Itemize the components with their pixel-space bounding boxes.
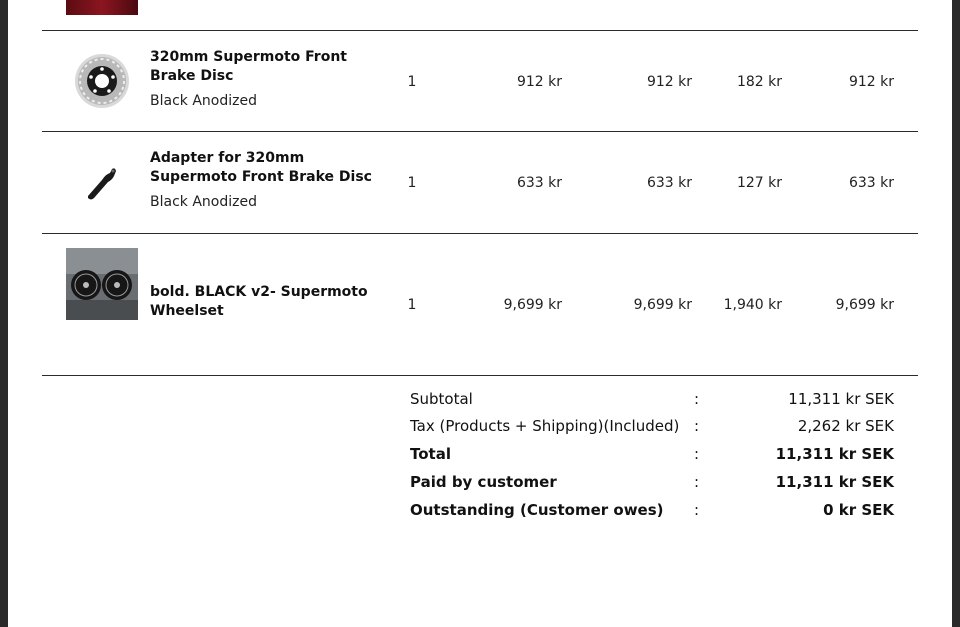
item-tax: 182 kr [736,74,782,90]
summary-label: Total [410,445,451,463]
item-variant: Black Anodized [150,93,257,109]
item-name: bold. BLACK v2- Supermoto Wheelset [150,284,368,319]
invoice-page [8,0,952,627]
summary-value: 0 kr SEK [823,501,894,519]
item-quantity: 1 [407,175,417,191]
item-quantity: 1 [407,74,417,90]
item-price: 912 kr [516,74,562,90]
summary-subtotal [8,387,952,411]
previous-item-thumbnail [66,0,138,15]
row-divider [42,375,918,376]
summary-outstanding [8,498,952,522]
line-item-wheelset [42,234,918,374]
item-tax: 127 kr [736,175,782,191]
summary-tax [8,414,952,438]
item-total: 633 kr [848,175,894,191]
item-price: 633 kr [516,175,562,191]
item-subtotal: 633 kr [646,175,692,191]
summary-value: 2,262 kr SEK [797,417,894,435]
item-price: 9,699 kr [503,297,562,313]
item-quantity: 1 [407,297,417,313]
summary-separator: : [694,473,700,491]
item-subtotal: 912 kr [646,74,692,90]
summary-label: Subtotal [410,390,473,408]
summary-separator: : [694,390,700,408]
summary-paid [8,470,952,494]
line-item-brake-disc [42,31,918,131]
wheelset-image [66,248,138,320]
brake-disc-icon [66,45,138,117]
summary-label: Outstanding (Customer owes) [410,501,664,519]
summary-value: 11,311 kr SEK [788,390,894,408]
summary-separator: : [694,417,700,435]
summary-total [8,442,952,466]
summary-value: 11,311 kr SEK [775,445,894,463]
item-total: 912 kr [848,74,894,90]
item-subtotal: 9,699 kr [633,297,692,313]
item-name: 320mm Supermoto Front Brake Disc [150,49,347,84]
summary-label: Paid by customer [410,473,557,491]
adapter-bracket-icon [66,146,138,218]
item-total: 9,699 kr [835,297,894,313]
item-variant: Black Anodized [150,194,257,210]
summary-label: Tax (Products + Shipping)(Included) [410,417,680,435]
summary-value: 11,311 kr SEK [775,473,894,491]
summary-separator: : [694,445,700,463]
summary-separator: : [694,501,700,519]
item-tax: 1,940 kr [723,297,782,313]
line-item-adapter [42,132,918,232]
item-name: Adapter for 320mm Supermoto Front Brake Disc [150,150,372,185]
